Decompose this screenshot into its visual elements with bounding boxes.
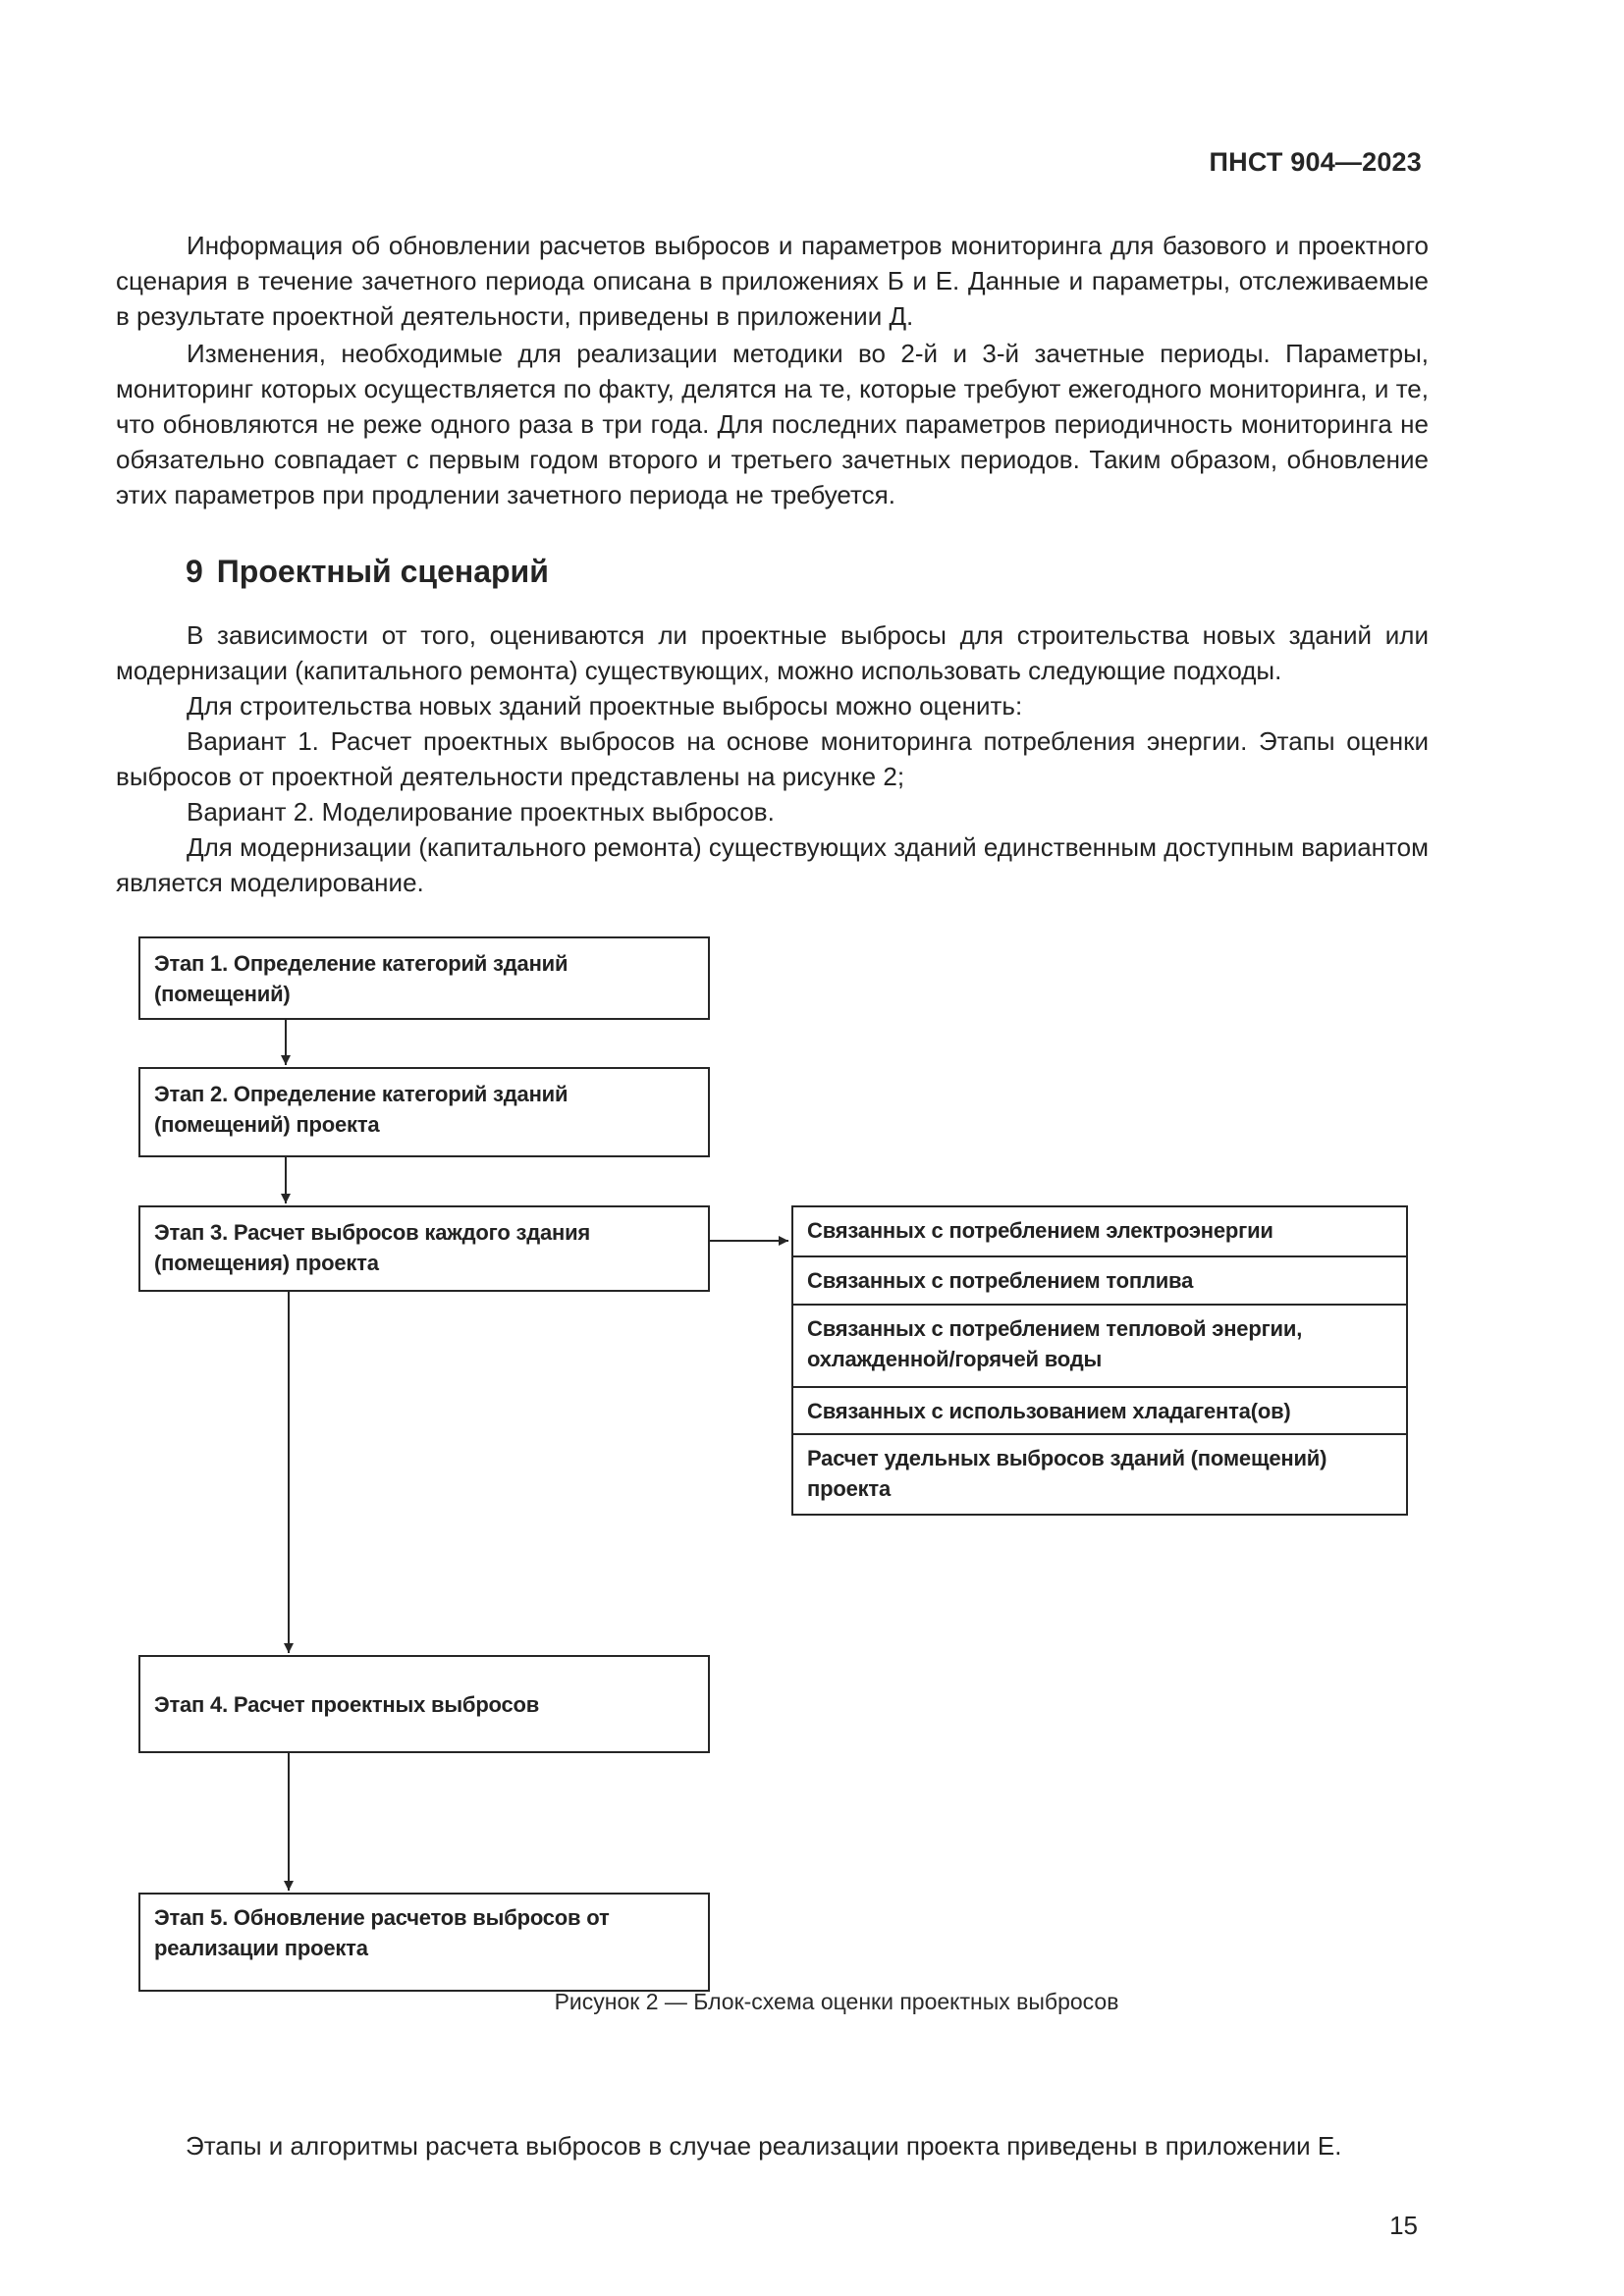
flowchart-stage-3: Этап 3. Расчет выбросов каждого здания (помещения) проекта [138,1205,710,1292]
flowchart-stage-4-label: Этап 4. Расчет проектных выбросов [154,1691,540,1717]
paragraph-variant-1: Вариант 1. Расчет проектных выбросов на основе мониторинга потребления энергии. Этапы оценки выбросов от проектной деятельности представлены на рисунке 2; [116,726,1429,791]
paragraph-approaches: В зависимости от того, оцениваются ли проектные выбросы для строительства новых зданий или модернизации (капитального ремонта) существующих, можно использовать следующие подходы. [116,620,1429,685]
paragraph-variant-2: Вариант 2. Моделирование проектных выбросов. [187,797,775,827]
detail-electricity: Связанных с потреблением электроэнергии [807,1218,1273,1243]
closing-sentence: Этапы и алгоритмы расчета выбросов в случае реализации проекта приведены в приложении Е. [186,2131,1342,2161]
flowchart-stage-1: Этап 1. Определение категорий зданий (помещений) [138,936,710,1020]
detail-fuel: Связанных с потреблением топлива [793,1255,1406,1304]
stage-3-details-table [791,1205,1408,1516]
detail-specific-emissions: Расчет удельных выбросов зданий (помещений) проекта [793,1433,1406,1514]
paragraph-modernization: Для модернизации (капитального ремонта) существующих зданий единственным доступным вариантом является моделирование. [116,832,1429,897]
section-heading [186,554,549,590]
flowchart-stage-2: Этап 2. Определение категорий зданий (помещений) проекта [138,1067,710,1157]
detail-refrigerant: Связанных с использованием хладагента(ов) [793,1386,1406,1433]
paragraph-update-info: Информация об обновлении расчетов выбросов и параметров мониторинга для базового и проектного сценария в течение зачетного периода описана в приложениях Б и Е. Данные и параметры, отслеживаемые в результате проектной деятельности, приведены в приложении Д. [116,231,1429,331]
paragraph-new-buildings: Для строительства новых зданий проектные выбросы можно оценить: [187,691,1023,721]
flowchart-stage-5: Этап 5. Обновление расчетов выбросов от реализации проекта [138,1893,710,1992]
paragraph-periods-changes: Изменения, необходимые для реализации методики во 2-й и 3-й зачетные периоды. Параметры, мониторинг которых осуществляется по факту, делятся на те, которые требуют ежегодного мониторинга, и те, что обновляются не реже одного раза в три года. Для последних параметров периодичность мониторинга не обязательно совпадает с первым годом второго и третьего зачетных периодов. Таким образом, обновление этих параметров при продлении зачетного периода не требуется. [116,339,1429,509]
section-title: Проектный сценарий [216,554,549,589]
page-number: 15 [1389,2211,1418,2240]
section-number: 9 [186,554,203,589]
flowchart-stage-4 [138,1655,710,1753]
figure-caption: Рисунок 2 — Блок-схема оценки проектных выбросов [554,1989,1119,2014]
document-code-header: ПНСТ 904—2023 [1209,147,1422,177]
detail-heat-water: Связанных с потреблением тепловой энергии, охлажденной/горячей воды [793,1304,1406,1386]
